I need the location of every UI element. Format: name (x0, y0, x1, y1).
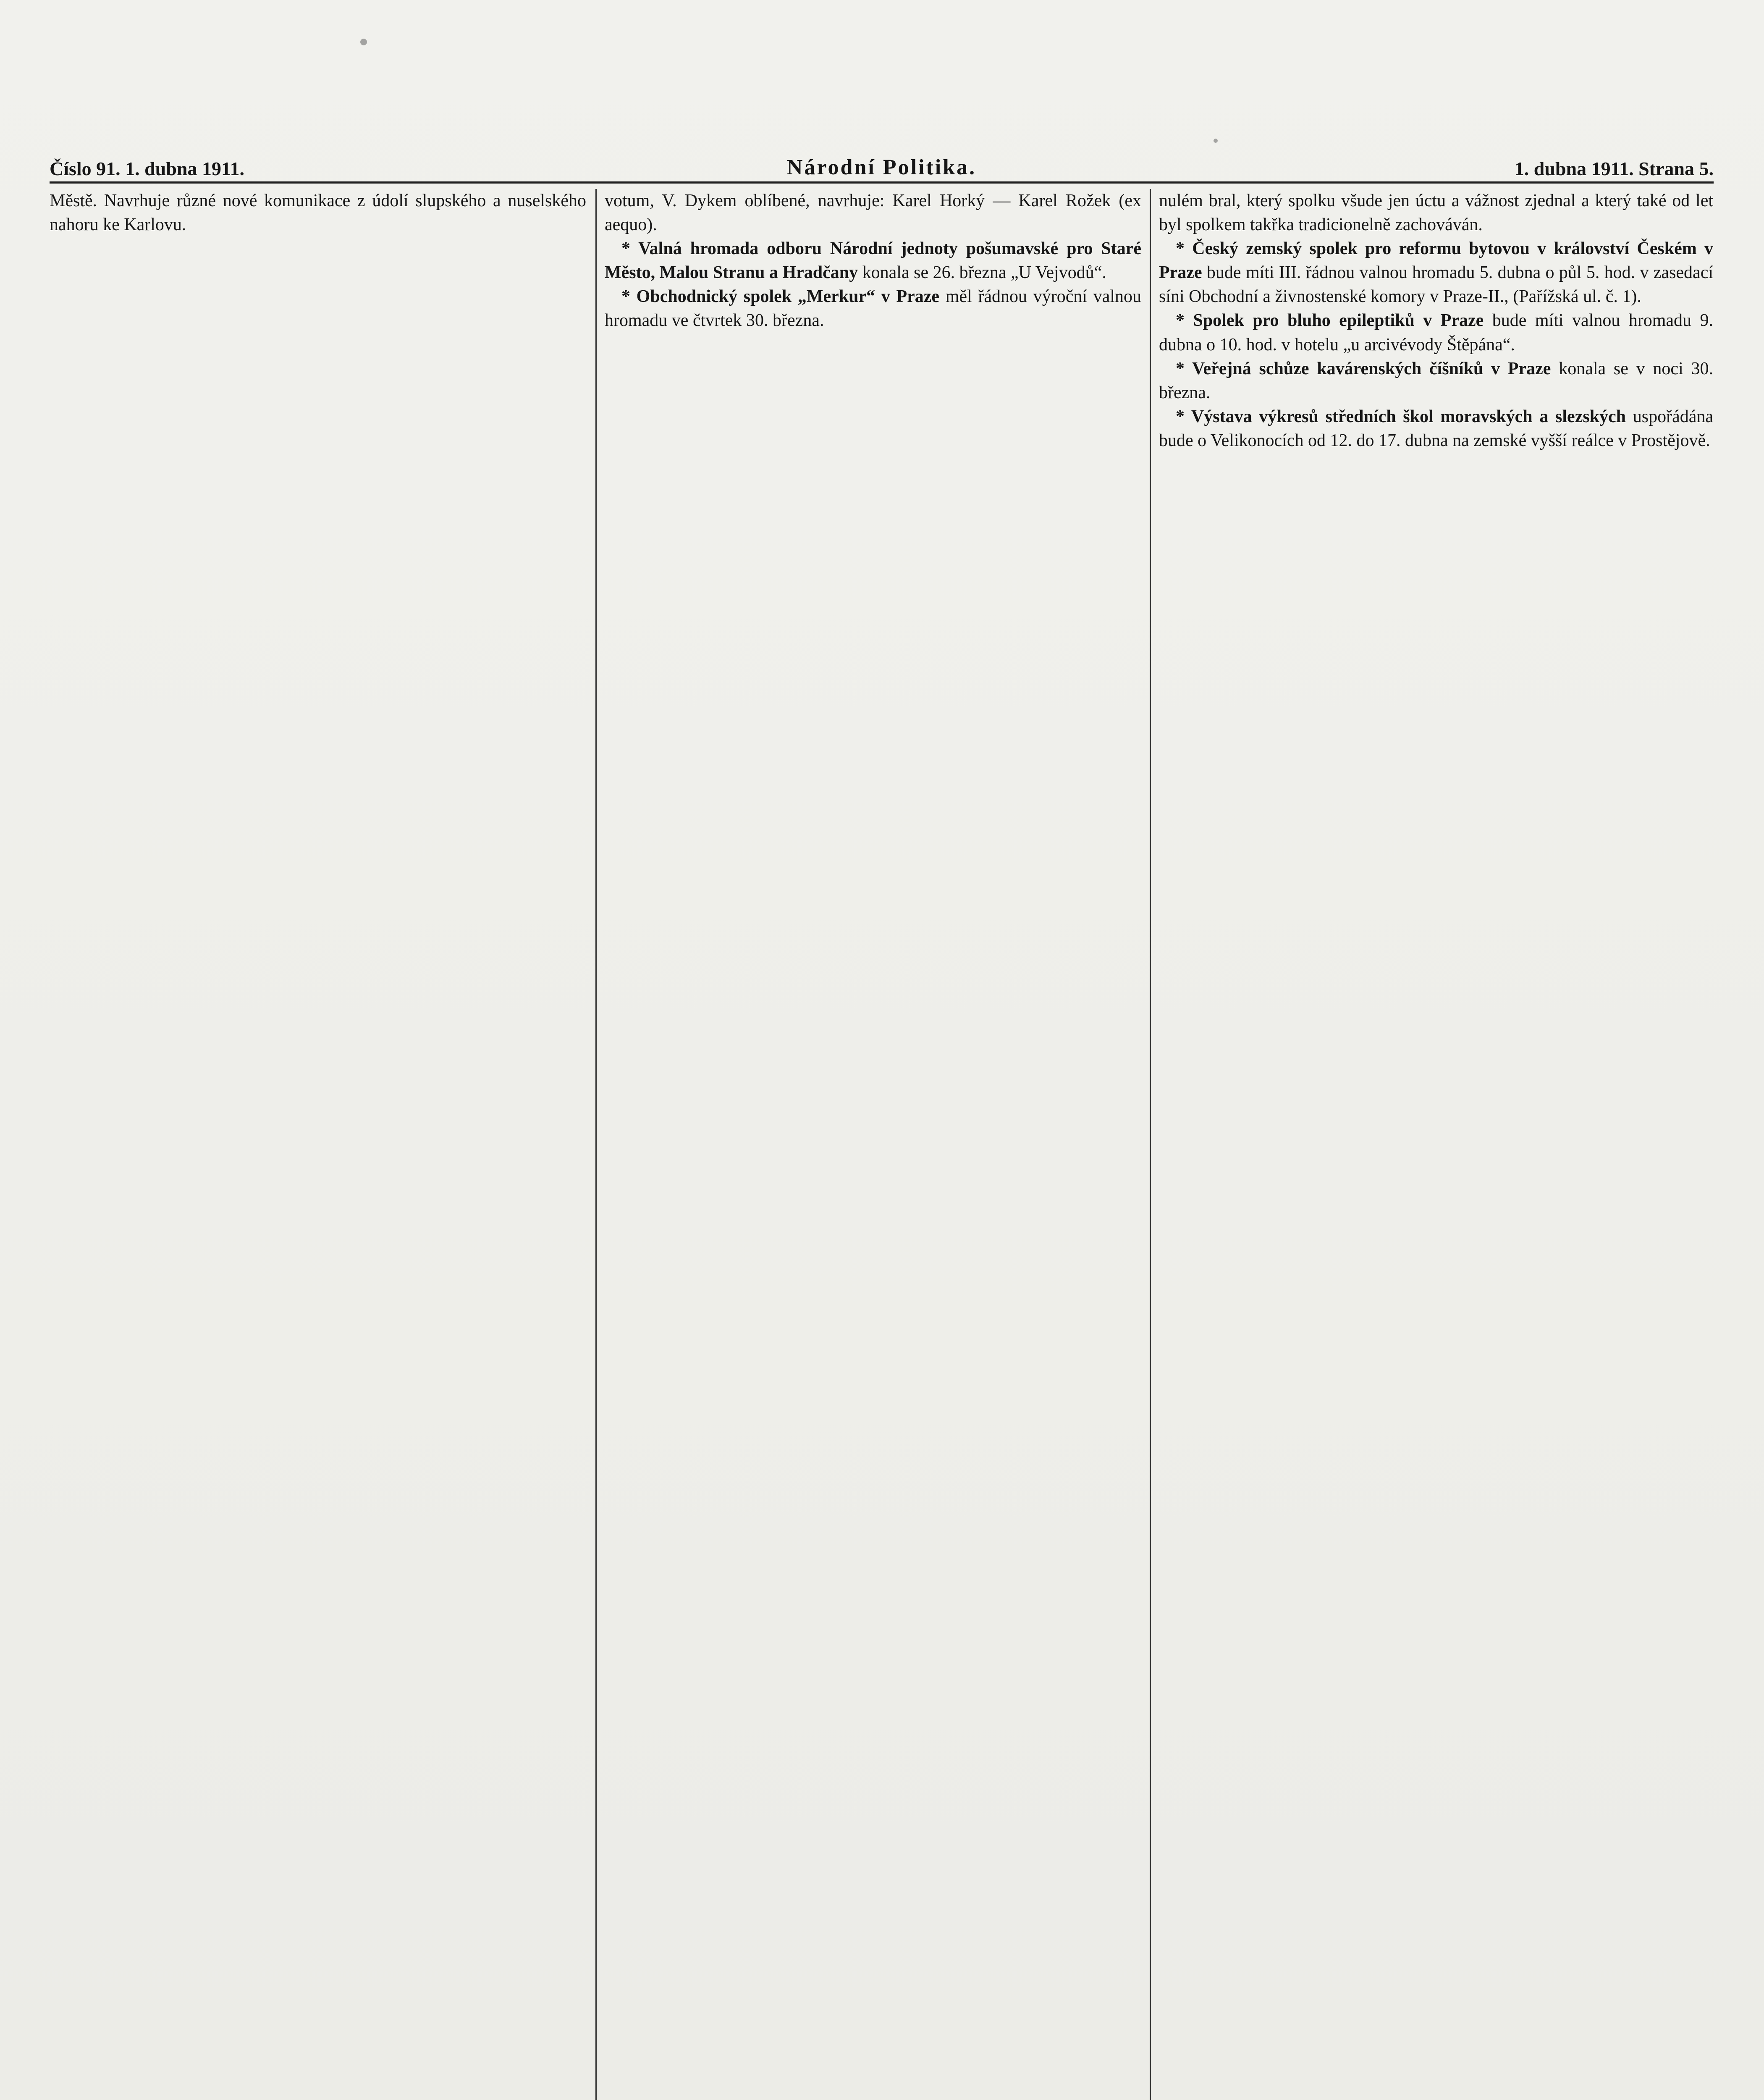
print-speck (360, 39, 367, 45)
article-paragraph (1159, 357, 1713, 405)
column-1 (50, 189, 586, 2100)
article-text: měl řádnou výroční valnou hromadu ve čtvrtek 30. března. (605, 287, 1141, 331)
article-lead: * Český zemský spolek pro reformu bytovou v království Českém v Praze (1159, 239, 1713, 283)
article-lead: * Veřejná schůze kavárenských číšníků v Praze (1176, 359, 1551, 378)
page-header (50, 150, 1714, 180)
article-paragraph (1159, 405, 1713, 453)
article-text: konala se 26. března „U Vejvodů“. (862, 263, 1106, 283)
print-speck (1214, 139, 1218, 143)
article-text: uspořádána bude o Velikonocích od 12. do 17. dubna na zemské vyšší reálce v Prostějově. (1159, 407, 1713, 450)
column-2 (605, 189, 1141, 2100)
article-text: votum, V. Dykem oblíbené, navrhuje: Karel Horký — Karel Rožek (ex aequo). (605, 191, 1141, 235)
article-lead: * Obchodnický spolek „Merkur“ v Praze (621, 287, 940, 307)
article-paragraph (605, 237, 1141, 285)
article-text: konala se v noci 30. března. (1159, 359, 1713, 402)
article-text: nulém bral, který spolku všude jen úctu a vážnost zjednal a který také od let byl spolkem takřka tradicionelně zachováván. (1159, 191, 1713, 235)
masthead-title: Národní Politika. (786, 155, 977, 179)
article-paragraph (605, 189, 1141, 237)
column-3 (1159, 189, 1713, 2100)
header-issue-date: Číslo 91. 1. dubna 1911. (50, 158, 244, 179)
column-divider (595, 189, 597, 2100)
article-paragraph (1159, 237, 1713, 309)
article-text: bude míti III. řádnou valnou hromadu 5. dubna o půl 5. hod. v zasedací síni Obchodní a živnostenské komory v Praze-II., (Pařížská ul. č. 1). (1159, 263, 1713, 307)
column-divider (1150, 189, 1151, 2100)
article-lead: * Spolek pro bluho epileptiků v Praze (1176, 311, 1484, 331)
article-paragraph (1159, 189, 1713, 237)
article-paragraph (1159, 309, 1713, 357)
article-text: bude míti valnou hromadu 9. dubna o 10. hod. v hotelu „u arcivévody Štěpána“. (1159, 311, 1713, 354)
article-paragraph (605, 285, 1141, 333)
article-text: Městě. Navrhuje různé nové komunikace z údolí slupského a nuselského nahoru ke Karlovu. (50, 191, 586, 235)
article-lead: * Výstava výkresů středních škol moravských a slezských (1176, 407, 1626, 426)
article-paragraph (50, 189, 586, 237)
article-lead: * Valná hromada odboru Národní jednoty pošumavské pro Staré Město, Malou Stranu a Hradčany (605, 239, 1141, 283)
header-page-number: 1. dubna 1911. Strana 5. (1514, 158, 1714, 179)
header-rule (50, 181, 1714, 184)
